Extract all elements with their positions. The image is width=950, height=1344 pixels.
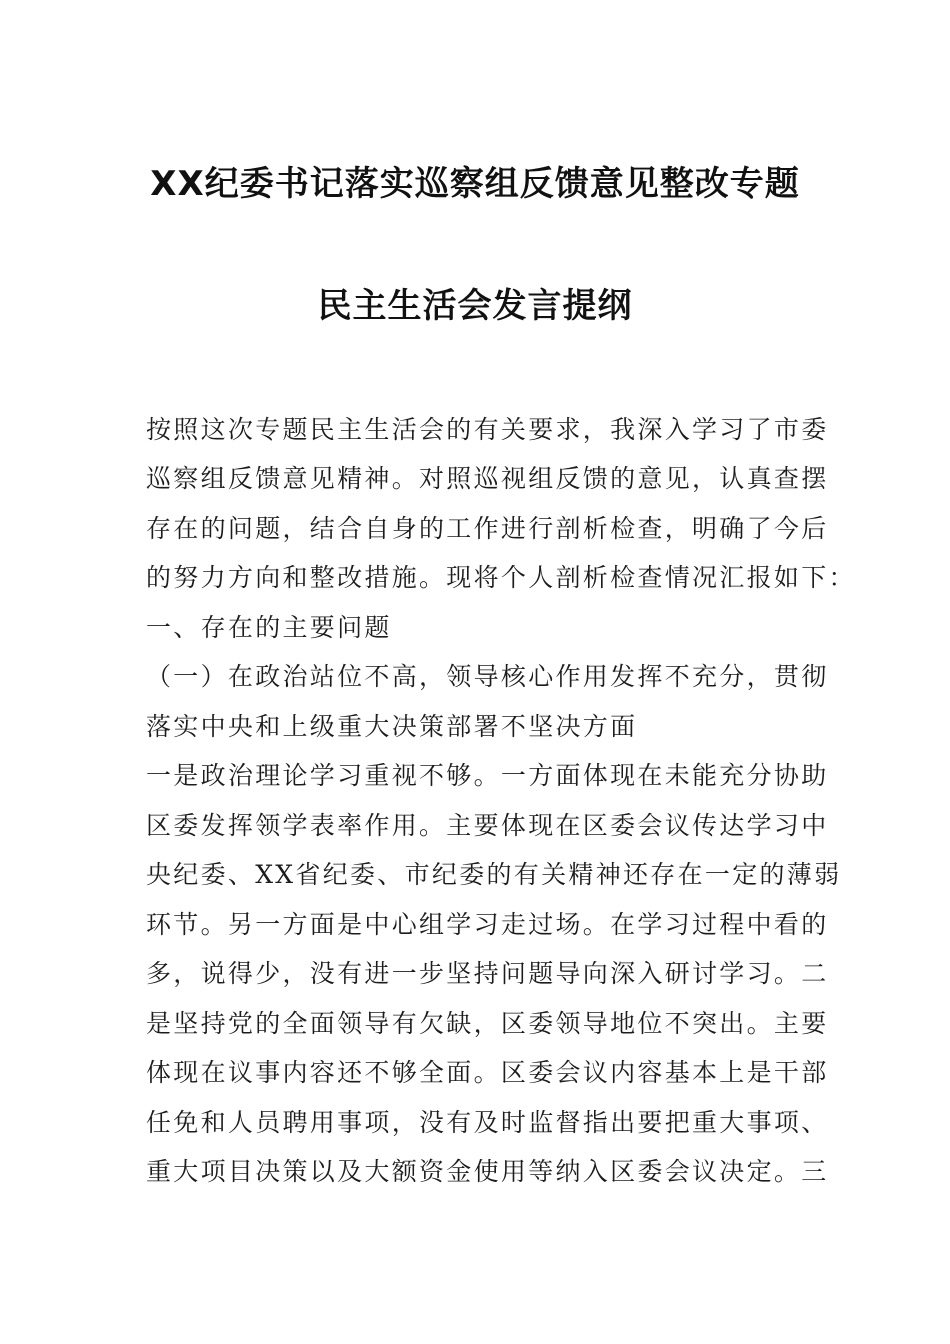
document-title-line-2: 民主生活会发言提纲 [317,286,633,326]
body-text-line: 体现在议事内容还不够全面。区委会议内容基本上是干部 [146,1058,829,1087]
body-text-line: 重大项目决策以及大额资金使用等纳入区委会议决定。三 [146,1157,829,1186]
body-text-line: 任免和人员聘用事项，没有及时监督指出要把重大事项、 [146,1108,829,1137]
body-text-line: 的努力方向和整改措施。现将个人剖析检查情况汇报如下： [146,563,856,592]
section-heading: 一、存在的主要问题 [146,613,392,642]
subsection-heading-line: （一）在政治站位不高，领导核心作用发挥不充分，贯彻 [146,662,829,691]
body-text-line: 巡察组反馈意见精神。对照巡视组反馈的意见，认真查摆 [146,464,829,493]
body-text-line: 按照这次专题民主生活会的有关要求，我深入学习了市委 [146,415,829,444]
subsection-heading-line: 落实中央和上级重大决策部署不坚决方面 [146,712,638,741]
body-text-line: 区委发挥领学表率作用。主要体现在区委会议传达学习中 [146,811,829,840]
body-text-line: 存在的问题，结合自身的工作进行剖析检查，明确了今后 [146,514,829,543]
body-text-line: 环节。另一方面是中心组学习走过场。在学习过程中看的 [146,910,829,939]
body-text-line: 是坚持党的全面领导有欠缺，区委领导地位不突出。主要 [146,1009,829,1038]
document-title-line-1: XX纪委书记落实巡察组反馈意见整改专题 [150,164,800,204]
body-text-line: 央纪委、XX省纪委、市纪委的有关精神还存在一定的薄弱 [146,860,842,889]
body-text-line: 一是政治理论学习重视不够。一方面体现在未能充分协助 [146,761,829,790]
body-text-line: 多，说得少，没有进一步坚持问题导向深入研讨学习。二 [146,959,829,988]
